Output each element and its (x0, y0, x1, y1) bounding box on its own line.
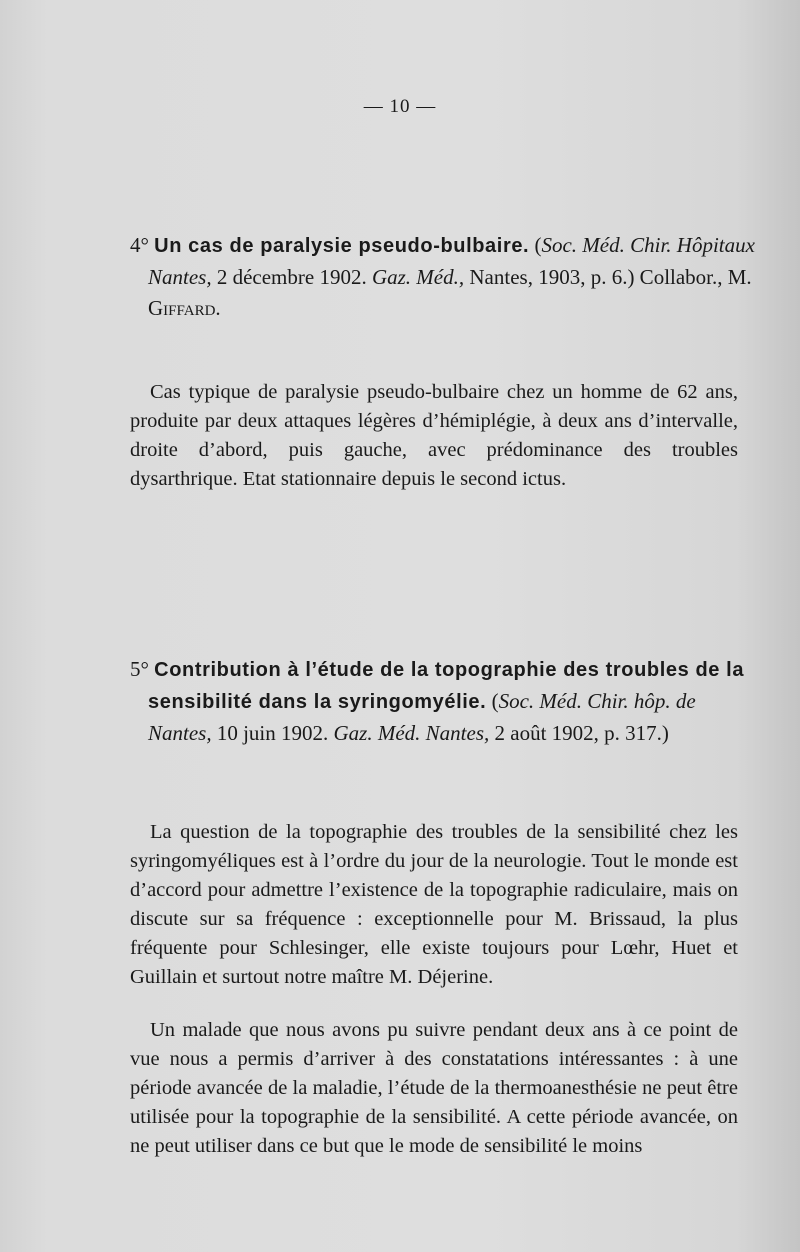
page-number: — 10 — (363, 96, 437, 117)
citation-journal: Soc. Méd. Chir. hôp. de Nantes, (148, 689, 696, 745)
entry-5-heading (130, 654, 756, 749)
entry-5-paragraph-1 (130, 818, 738, 992)
entry-title: Contribution à l’étude de la topographie des troubles de la sensibilité dans la syringomyélie. (148, 659, 745, 713)
body-paragraph: La question de la topographie des troubles de la sensibilité chez les syringomyéliques est à l’ordre du jour de la neurologie. Tout le monde est d’accord pour admettre l’existence de la topographie radiculaire, mais on discute sur sa fréquence : exceptionnelle pour M. Brissaud, la plus fréquente pour Schlesinger, elle existe toujours pour Lœhr, Huet et Guillain et surtout notre maître M. Déjerine. (130, 821, 738, 988)
citation-rest: Nantes, 1903, p. 6.) Collabor., M. (464, 265, 752, 289)
summary-paragraph: Cas typique de paralysie pseudo-bulbaire chez un homme de 62 ans, produite par deux attaques légères d’hémiplégie, à deux ans d’intervalle, droite d’abord, puis gauche, avec prédominance des troubles dysarthrique. Etat stationnaire depuis le second ictus. (130, 381, 738, 490)
entry-number: 4° (130, 233, 149, 257)
citation-date: 2 décembre 1902. (211, 265, 372, 289)
entry-5-paragraph-2 (130, 1016, 738, 1161)
citation-journal-2: Gaz. Méd., (371, 265, 465, 289)
citation-paren: ( (534, 233, 542, 257)
citation-date: 10 juin 1902. (211, 721, 334, 745)
entry-4-heading (130, 230, 756, 324)
entry-4-summary (130, 378, 738, 494)
body-paragraph: Un malade que nous avons pu suivre pendant deux ans à ce point de vue nous a permis d’arriver à des constatations intéressantes : à une période avancée de la maladie, l’étude de la thermoanesthésie ne peut être utilisée pour la topographie de la sensibilité. A cette période avancée, on ne peut utiliser dans ce but que le mode de sensibilité le moins (130, 1019, 738, 1157)
citation-journal: Soc. Méd. Chir. Hôpitaux Nantes, (148, 233, 755, 289)
entry-title: Un cas de paralysie pseudo-bulbaire. (154, 235, 530, 257)
citation-paren: ( (491, 689, 499, 713)
citation-rest: 2 août 1902, p. 317.) (489, 721, 669, 745)
citation-end: . (215, 296, 221, 320)
citation-journal-2: Gaz. Méd. Nantes, (333, 721, 490, 745)
collaborator-name: Giffard (148, 296, 216, 320)
entry-number: 5° (130, 657, 149, 681)
